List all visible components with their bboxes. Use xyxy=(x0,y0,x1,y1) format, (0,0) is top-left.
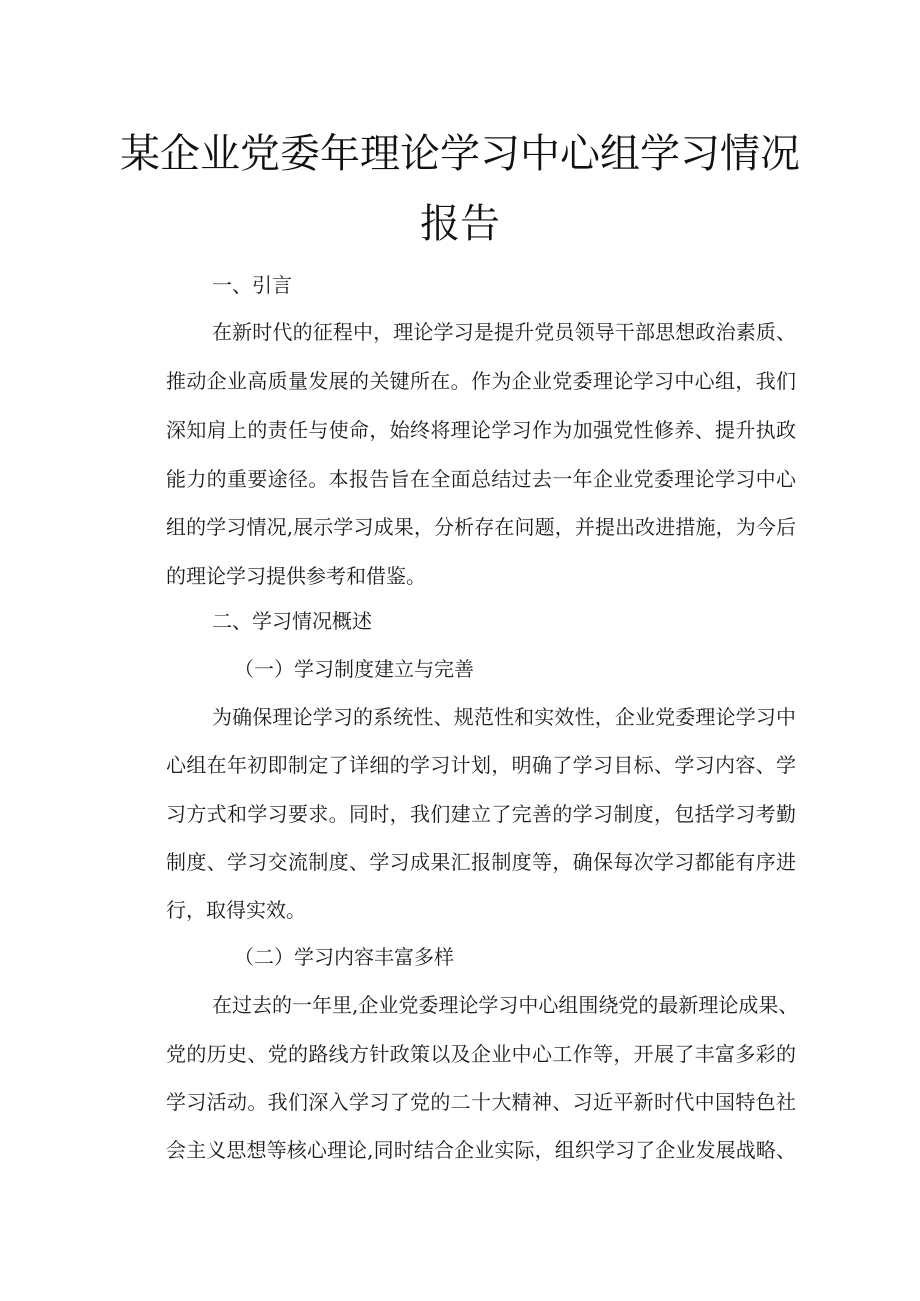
document-title-line-1: 某企业党委年理论学习中心组学习情况 xyxy=(120,131,800,177)
paragraph-line: 在过去的一年里,企业党委理论学习中心组围绕党的最新理论成果、 xyxy=(212,993,799,1017)
paragraph-line: 党的历史、党的路线方针政策以及企业中心工作等，开展了丰富多彩的 xyxy=(166,1042,796,1066)
paragraph-line: 深知肩上的责任与使命，始终将理论学习作为加强党性修养、提升执政 xyxy=(166,418,796,442)
paragraph-line: 的理论学习提供参考和借鉴。 xyxy=(166,564,426,588)
paragraph-line: 心组在年初即制定了详细的学习计划，明确了学习目标、学习内容、学 xyxy=(166,753,796,777)
paragraph-line: 在新时代的征程中，理论学习是提升党员领导干部思想政治素质、 xyxy=(212,320,796,344)
subsection-heading-system: （一）学习制度建立与完善 xyxy=(234,657,474,681)
paragraph-line: 会主义思想等核心理论,同时结合企业实际，组织学习了企业发展战略、 xyxy=(166,1138,796,1162)
paragraph-line: 制度、学习交流制度、学习成果汇报制度等，确保每次学习都能有序进 xyxy=(166,850,796,874)
section-heading-overview: 二、学习情况概述 xyxy=(212,609,372,633)
subsection-heading-content: （二）学习内容丰富多样 xyxy=(234,945,454,969)
document-title-line-2: 报告 xyxy=(420,201,500,247)
paragraph-line: 为确保理论学习的系统性、规范性和实效性，企业党委理论学习中 xyxy=(212,705,796,729)
paragraph-line: 能力的重要途径。本报告旨在全面总结过去一年企业党委理论学习中心 xyxy=(166,467,796,491)
paragraph-line: 组的学习情况,展示学习成果，分析存在问题，并提出改进措施，为今后 xyxy=(166,515,796,539)
paragraph-line: 习方式和学习要求。同时，我们建立了完善的学习制度，包括学习考勤 xyxy=(166,802,796,826)
paragraph-line: 行，取得实效。 xyxy=(166,898,306,922)
paragraph-line: 学习活动。我们深入学习了党的二十大精神、习近平新时代中国特色社 xyxy=(166,1090,796,1114)
section-heading-introduction: 一、引言 xyxy=(212,273,292,297)
paragraph-line: 推动企业高质量发展的关键所在。作为企业党委理论学习中心组，我们 xyxy=(166,369,796,393)
